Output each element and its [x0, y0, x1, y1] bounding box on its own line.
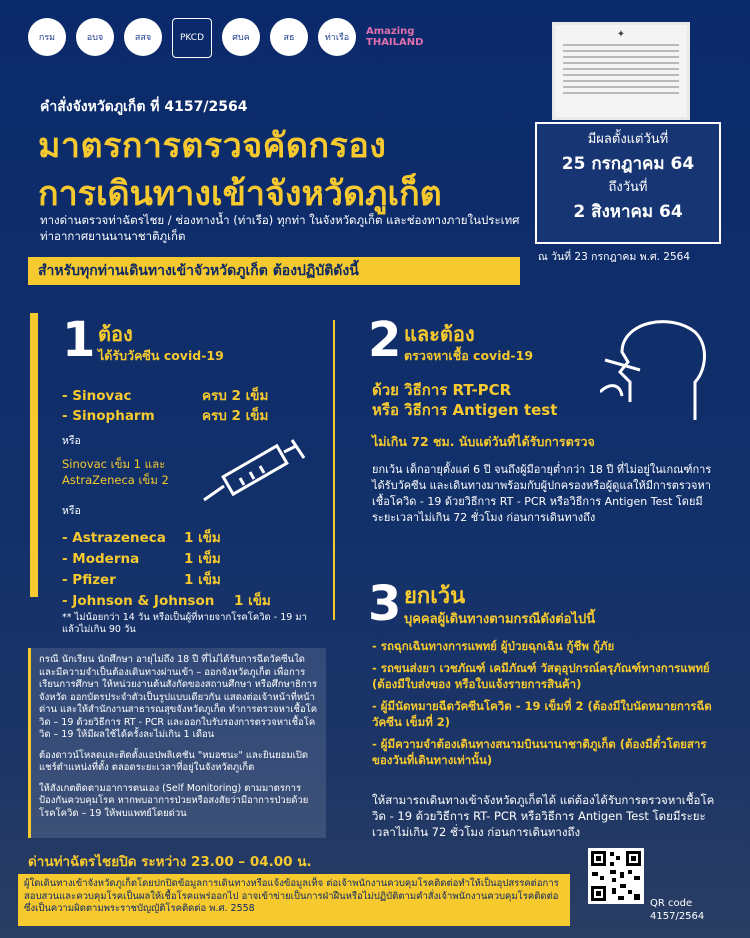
list-item: - ผู้มีความจำต้องเดินทางสนามบินนานาชาติภูเก็ต (ต้องมีตั๋วโดยสารของวันที่เดินทางเท่านั้น) [372, 737, 707, 767]
section3-number: 3 [368, 576, 402, 632]
subtitle: ทางด่านตรวจท่าฉัตรไชย / ช่องทางน้ำ (ท่าเรือ) ทุกท่า ในจังหวัดภูเก็ต และช่องทางภายในประเทศ ท่าอากาศยานนานาชาติภูเก็ต [40, 213, 520, 243]
section1-subheading: ได้รับวัคซีน covid-19 [98, 348, 224, 363]
list-item: - รถขนส่งยา เวชภัณฑ์ เคมีภัณฑ์ วัสดุอุปกรณ์ครุภัณฑ์ทางการแพทย์ (ต้องมีใบส่งของ หรือใบแจ้งรายการสินค้า) [372, 661, 710, 691]
child-exception-text: ยกเว้น เด็กอายุตั้งแต่ 6 ปี จนถึงผู้มีอายุต่ำกว่า 18 ปี ที่ไม่อยู่ในเกณฑ์การได้รับวัคซีน และเดินทางมาพร้อมกับผู้ปกครองหรือผู้ดูแลให้มีการตรวจหาเชื้อโควิด - 19 ด้วยวิธีการ RT - PCR หรือวิธีการ Antigen Test โดยมีระยะเวลาไม่เกิน 72 ชั่วโมง ก่อนการเดินทางถึง [372, 463, 712, 524]
section3-heading: ยกเว้น [404, 584, 466, 609]
vaccine-row: - Sinovac ครบ 2 เข็ม [62, 388, 269, 404]
or-label: หรือ [62, 435, 81, 447]
swab-test-icon [600, 312, 720, 422]
syringe-icon [196, 438, 316, 508]
effective-from-label: มีผลตั้งแต่วันที่ [587, 132, 669, 147]
or-label: หรือ [62, 505, 81, 517]
qr-label: QR code 4157/2564 [650, 898, 705, 922]
issued-date: ณ วันที่ 23 กรกฎาคม พ.ศ. 2564 [538, 251, 691, 263]
vaccine-note: ** ไม่น้อยกว่า 14 วัน หรือเป็นผู้ที่หายจากโรคโควิด - 19 มาแล้วไม่เกิน 90 วัน [62, 612, 307, 635]
list-item: - ผู้มีนัดหมายฉีดวัคซีนโควิด - 19 เข็มที่ 2 (ต้องมีใบนัดหมายการฉีดวัคซีน เข็มที่ 2) [372, 699, 712, 729]
agency-logo-2: อบจ [76, 18, 114, 56]
agency-logo-3: สสจ [124, 18, 162, 56]
order-number: คำสั่งจังหวัดภูเก็ต ที่ 4157/2564 [40, 99, 248, 115]
vaccine-row: - Johnson & Johnson 1 เข็ม [62, 593, 271, 609]
agency-logo-5: ศบค [222, 18, 260, 56]
effective-date-box [535, 122, 721, 244]
page-title-line2: การเดินทางเข้าจังหวัดภูเก็ต [38, 174, 442, 214]
amazing-thailand-logo: Amazing THAILAND [366, 26, 424, 48]
port-closing-hours: ด่านท่าฉัตรไชยปิด ระหว่าง 23.00 – 04.00 น. [28, 854, 312, 870]
garuda-emblem-icon: ✦ [616, 29, 626, 40]
vaccine-row: - Pfizer 1 เข็ม [62, 572, 221, 588]
section2-subheading: ตรวจหาเชื้อ covid-19 [404, 348, 534, 363]
additional-conditions-box [28, 648, 326, 838]
effective-from-date: 25 กรกฎาคม 64 [561, 154, 695, 174]
section3-subheading: บุคคลผู้เดินทางตามกรณีดังต่อไปนี้ [404, 612, 596, 627]
combo-vaccine: Sinovac เข็ม 1 และ AstraZeneca เข็ม 2 [62, 457, 169, 487]
port-logo: ท่าเรือ [318, 18, 356, 56]
effective-to-date: 2 สิงหาคม 64 [573, 202, 683, 222]
legal-warning-footer: ผู้ใดเดินทางเข้าจังหวัดภูเก็ตโดยปกปิดข้อมูลการเดินทางหรือแจ้งข้อมูลเท็จ ต่อเจ้าพนักงานควบคุมโรคติดต่อทำให้เป็นอุปสรรคต่อการสอบสวนและควบคุมโรคเป็นผลให้เชื้อโรคแพร่ออกไป อาจเข้าข่ายเป็นการฝ่าฝืนหรือไม่ปฏิบัติตามคำสั่งเจ้าพนักงานควบคุมโรคติดต่อ ซึ่งเป็นความผิดตามพระราชบัญญัติโรคติดต่อ พ.ศ. 2558 [18, 874, 570, 926]
vaccine-row: - Sinopharm ครบ 2 เข็ม [62, 408, 269, 424]
column-divider [333, 320, 335, 620]
agency-logo-1: กรม [28, 18, 66, 56]
section1-accent-bar [30, 313, 38, 597]
vaccine-row: - Moderna 1 เข็ม [62, 551, 221, 567]
list-item: - รถฉุกเฉินทางการแพทย์ ผู้ป่วยฉุกเฉิน กู้ชีพ กู้ภัย [372, 639, 615, 653]
app-condition: ต้องดาวน์โหลดและติดตั้งแอปพลิเคชัน "หมอชนะ" และยินยอมเปิดแชร์ตำแหน่งที่ตั้ง ตลอดระยะเวลาที่อยู่ในจังหวัดภูเก็ต [39, 749, 309, 773]
test-methods: ด้วย วิธีการ RT-PCR หรือ วิธีการ Antigen test [372, 381, 558, 419]
ministry-health-logo: สธ [270, 18, 308, 56]
order-document-thumbnail [555, 25, 687, 117]
self-monitoring-condition: ให้สังเกตติดตามอาการตนเอง (Self Monitoring) ตามมาตรการป้องกันควบคุมโรค หากพบอาการป่วยหรือสงสัยว่ามีอาการป่วยด้วยโรคโควิด – 19 ให้พบแพทย์โดยด่วน [39, 782, 309, 819]
exemption-permit-text: ให้สามารถเดินทางเข้าจังหวัดภูเก็ตได้ แต่ต้องได้รับการตรวจหาเชื้อโควิด - 19 ด้วยวิธีการ RT- PCR หรือวิธีการ Antigen Test โดยมีระยะเวลาไม่เกิน 72 ชั่วโมง ก่อนการเดินทางถึง [372, 793, 715, 839]
logo-row [28, 18, 424, 58]
test-window: ไม่เกิน 72 ชม. นับแต่วันที่ได้รับการตรวจ [372, 434, 595, 449]
section1-number: 1 [62, 312, 96, 368]
section2-number: 2 [368, 312, 402, 368]
instruction-banner: สำหรับทุกท่านเดินทางเข้าจัวหวัดภูเก็ต ต้องปฏิบัติดังนี้ [28, 257, 520, 285]
qr-code-icon[interactable] [588, 848, 644, 904]
section1-heading: ต้อง [98, 322, 133, 346]
vaccine-row: - Astrazeneca 1 เข็ม [62, 530, 221, 546]
student-condition: กรณี นักเรียน นักศึกษา อายุไม่ถึง 18 ปี ที่ไม่ได้รับการฉีดวัคซีนใด และมีความจำเป็นต้องเดินทางผ่านเข้า – ออกจังหวัดภูเก็ต เพื่อการเรียนการศึกษา ให้หน่วยงานต้นสังกัดของสถานศึกษา หรือศึกษาธิการจังหวัด ออกบัตรประจำตัวเป็นรูปแบบเดียวกัน แสดงต่อเจ้าหน้าที่หน้าด่าน และให้สำนักงานสาธารณสุขจังหวัดภูเก็ต ทำการตรวจหาเชื้อโควิด – 19 ด้วยวิธีการ RT - PCR และออกใบรับรองการตรวจหาเชื้อโควิด – 19 ให้มีผลใช้ได้ครั้งละไม่เกิน 1 เดือน [39, 654, 318, 740]
page-title-line1: มาตรการตรวจคัดกรอง [38, 126, 387, 166]
effective-to-label: ถึงวันที่ [608, 180, 648, 195]
pkcd-logo: PKCD [172, 18, 212, 58]
section2-heading: และต้อง [404, 322, 475, 346]
exemption-list [372, 638, 722, 774]
